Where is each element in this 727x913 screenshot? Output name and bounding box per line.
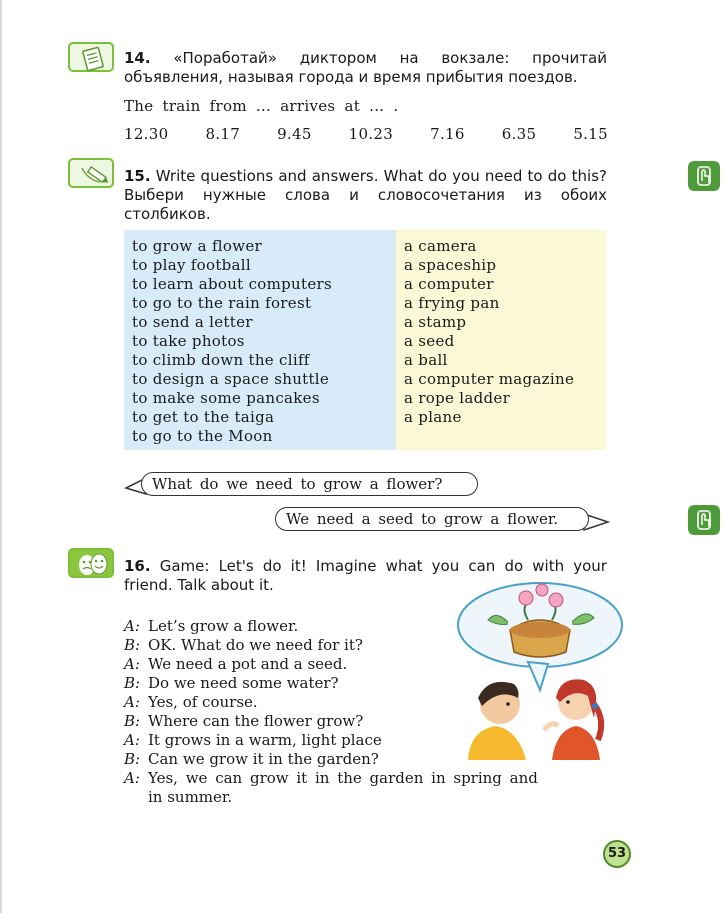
hand-pointer-icon — [688, 161, 720, 191]
list-item: a ball — [404, 351, 448, 369]
time-item: 10.23 — [348, 125, 394, 143]
line-text: We need a pot and a seed. — [148, 655, 348, 673]
list-item: to go to the Moon — [132, 427, 273, 445]
line-text: Can we grow it in the garden? — [148, 750, 379, 768]
list-item: to take photos — [132, 332, 245, 350]
pencil-icon — [68, 158, 114, 188]
list-item: to go to the rain forest — [132, 294, 312, 312]
time-item: 8.17 — [205, 125, 241, 143]
dialogue-line — [124, 750, 379, 769]
page-edge — [0, 0, 2, 913]
list-item: to climb down the cliff — [132, 351, 310, 369]
line-text: It grows in a warm, light place — [148, 731, 382, 749]
dialogue-line — [124, 636, 363, 655]
list-item: a spaceship — [404, 256, 497, 274]
list-item: a computer magazine — [404, 370, 575, 388]
speaker-label: B: — [124, 712, 141, 730]
hand-pointer-button[interactable] — [688, 161, 720, 191]
page-number: 53 — [603, 840, 631, 868]
list-item: to make some pancakes — [132, 389, 320, 407]
line-text: Let’s grow a flower. — [148, 617, 299, 635]
theatre-masks-icon — [68, 548, 114, 578]
ex14-instruction — [124, 49, 607, 87]
list-item: to learn about computers — [132, 275, 332, 293]
ex14-number: 14. — [124, 49, 151, 67]
speaker-label: B: — [124, 636, 141, 654]
time-item: 12.30 — [124, 125, 169, 143]
ex16-text: Game: Let's do it! Imagine what you can do with your friend. Talk about it. — [124, 557, 607, 594]
list-item: a camera — [404, 237, 477, 255]
notebook-icon — [68, 42, 114, 72]
dialogue-line — [124, 617, 298, 636]
ex14-pattern: The train from ... arrives at ... . — [124, 97, 399, 115]
ex14-times — [124, 125, 608, 144]
speaker-label: A: — [124, 655, 140, 673]
speaker-label: A: — [124, 769, 140, 787]
list-item: a computer — [404, 275, 494, 293]
dialogue-continuation: in summer. — [148, 788, 233, 806]
time-item: 5.15 — [573, 125, 608, 143]
time-item: 6.35 — [501, 125, 537, 143]
list-item: to grow a flower — [132, 237, 263, 255]
list-item: to design a space shuttle — [132, 370, 330, 388]
speaker-label: B: — [124, 750, 141, 768]
speaker-label: A: — [124, 693, 140, 711]
time-item: 7.16 — [430, 125, 465, 143]
children-illustration — [448, 580, 624, 760]
line-text: Yes, we can grow it in the garden in spring and — [148, 769, 538, 787]
hand-pointer-button[interactable] — [688, 505, 720, 535]
line-text: Do we need some water? — [148, 674, 339, 692]
answer-bubble: We need a seed to grow a flower. — [275, 507, 589, 531]
list-item: to get to the taiga — [132, 408, 275, 426]
dialogue-line — [124, 655, 347, 674]
speaker-label: B: — [124, 674, 141, 692]
list-item: a plane — [404, 408, 462, 426]
list-item: a seed — [404, 332, 455, 350]
dialogue-line — [124, 674, 339, 693]
list-item: a stamp — [404, 313, 467, 331]
ex15-text: Write questions and answers. What do you need to do this? Выбери нужные слова и словосочетания из обоих столбиков. — [124, 167, 607, 223]
dialogue-line — [124, 769, 538, 788]
dialogue-line — [124, 731, 382, 750]
line-text: Where can the flower grow? — [148, 712, 364, 730]
ex15-instruction — [124, 167, 607, 224]
list-item: a frying pan — [404, 294, 500, 312]
actions-column — [124, 230, 396, 450]
time-item: 9.45 — [277, 125, 312, 143]
list-item: a rope ladder — [404, 389, 511, 407]
list-item: to send a letter — [132, 313, 253, 331]
line-text: Yes, of course. — [148, 693, 258, 711]
ex16-number: 16. — [124, 557, 151, 575]
dialogue-line — [124, 712, 363, 731]
word-choice-table — [124, 230, 606, 450]
ex14-text: «Поработай» диктором на вокзале: прочитай объявления, называя города и время прибытия поездов. — [124, 49, 607, 86]
speaker-label: A: — [124, 617, 140, 635]
speaker-label: A: — [124, 731, 140, 749]
ex15-number: 15. — [124, 167, 151, 185]
dialogue-line — [124, 693, 258, 712]
hand-pointer-icon — [688, 505, 720, 535]
items-column — [396, 230, 606, 450]
line-text: OK. What do we need for it? — [148, 636, 363, 654]
question-bubble: What do we need to grow a flower? — [141, 472, 478, 496]
list-item: to play football — [132, 256, 251, 274]
